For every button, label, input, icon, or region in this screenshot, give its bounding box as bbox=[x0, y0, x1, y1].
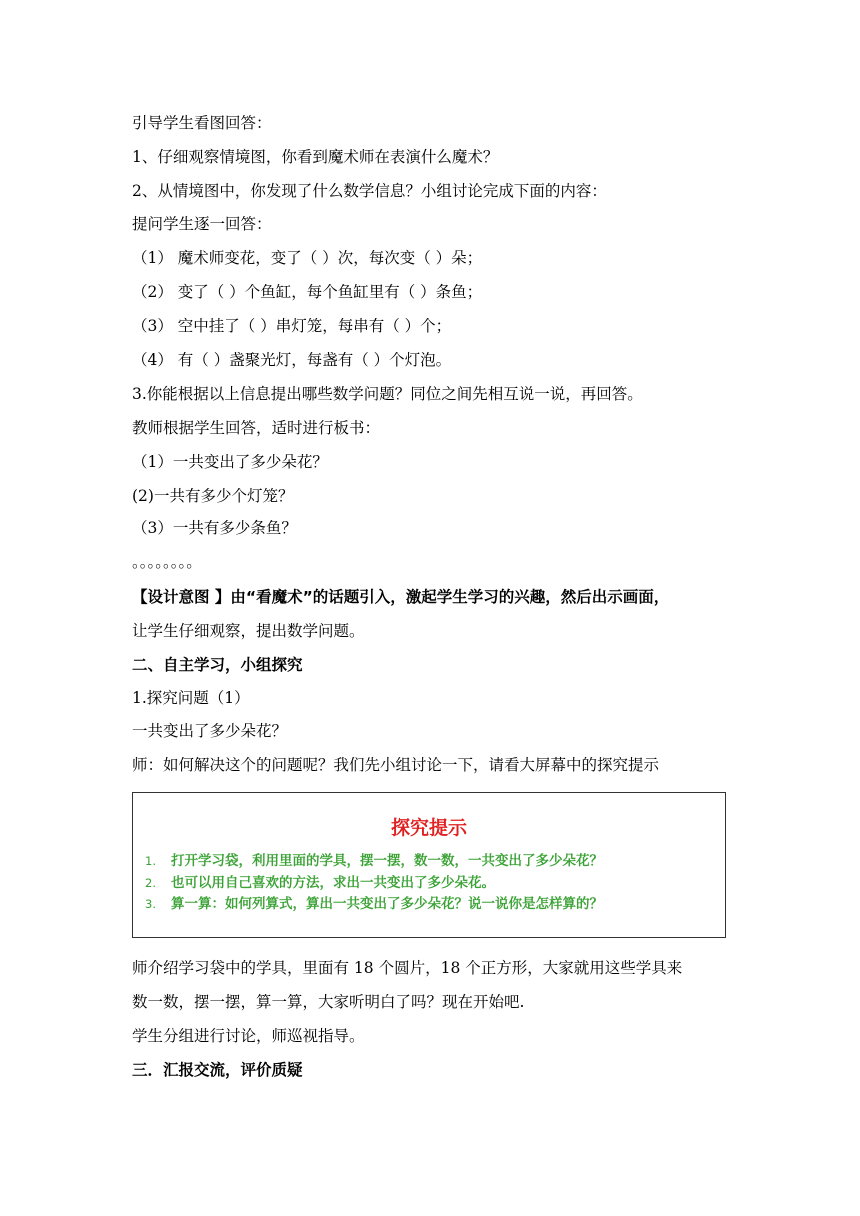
tip-item bbox=[145, 871, 495, 891]
text-line: (2)一共有多少个灯笼？ bbox=[132, 487, 294, 505]
design-intent-line bbox=[132, 587, 669, 607]
text-line: 引导学生看图回答： bbox=[132, 114, 272, 132]
tip-item-number: 3. bbox=[145, 897, 156, 911]
text-line: 2、从情境图中，你发现了什么数学信息？小组讨论完成下面的内容： bbox=[132, 182, 607, 200]
tip-box bbox=[132, 792, 726, 938]
text-line: 师：如何解决这个的问题呢？我们先小组讨论一下，请看大屏幕中的探究提示 bbox=[132, 756, 660, 774]
text-line: 数一数，摆一摆，算一算，大家听明白了吗？现在开始吧. bbox=[132, 993, 525, 1011]
tip-item-text: 算一算：如何列算式，算出一共变出了多少朵花？说一说你是怎样算的？ bbox=[171, 896, 603, 912]
design-intent-text: 【设计意图 】由“看魔术”的话题引入，激起学生学习的兴趣，然后出示画面， bbox=[132, 588, 670, 606]
text-line: 教师根据学生回答，适时进行板书： bbox=[132, 419, 381, 437]
text-line: （1）一共变出了多少朵花？ bbox=[132, 453, 328, 471]
text-line: 提问学生逐一回答： bbox=[132, 215, 272, 233]
tip-item-number: 2. bbox=[145, 876, 156, 890]
tip-item-text: 也可以用自己喜欢的方法，求出一共变出了多少朵花。 bbox=[171, 875, 495, 891]
text-line: 一共变出了多少朵花？ bbox=[132, 722, 288, 740]
text-line: （2） 变了（ ）个鱼缸，每个鱼缸里有（ ）条鱼； bbox=[132, 283, 483, 301]
text-line: 1、仔细观察情境图，你看到魔术师在表演什么魔术？ bbox=[132, 148, 499, 166]
text-line: 3.你能根据以上信息提出哪些数学问题？同位之间先相互说一说，再回答。 bbox=[132, 385, 643, 403]
text-line: （4） 有（ ）盏聚光灯，每盏有（ ）个灯泡。 bbox=[132, 351, 452, 369]
text-line: 1.探究问题（1） bbox=[132, 689, 250, 707]
text-line: （1） 魔术师变花，变了（ ）次，每次变（ ）朵； bbox=[132, 249, 483, 267]
tip-item-number: 1. bbox=[145, 854, 156, 868]
tip-title: 探究提示 bbox=[390, 817, 467, 839]
ellipsis-line: 。。。。。。。。 bbox=[132, 553, 202, 571]
tip-item bbox=[145, 892, 603, 912]
tip-item-text: 打开学习袋，利用里面的学具，摆一摆，数一数，一共变出了多少朵花？ bbox=[171, 853, 603, 869]
text-line: 让学生仔细观察，提出数学问题。 bbox=[132, 622, 365, 640]
section-heading: 三．汇报交流，评价质疑 bbox=[132, 1061, 303, 1079]
text-line: 学生分组进行讨论，师巡视指导。 bbox=[132, 1027, 365, 1045]
text-line: 师介绍学习袋中的学具，里面有 18 个圆片，18 个正方形，大家就用这些学具来 bbox=[132, 959, 683, 977]
tip-item bbox=[145, 849, 603, 869]
text-line: （3） 空中挂了（ ）串灯笼，每串有（ ）个； bbox=[132, 317, 452, 335]
section-heading: 二、自主学习，小组探究 bbox=[132, 656, 303, 674]
text-line: （3）一共有多少条鱼？ bbox=[132, 519, 297, 537]
